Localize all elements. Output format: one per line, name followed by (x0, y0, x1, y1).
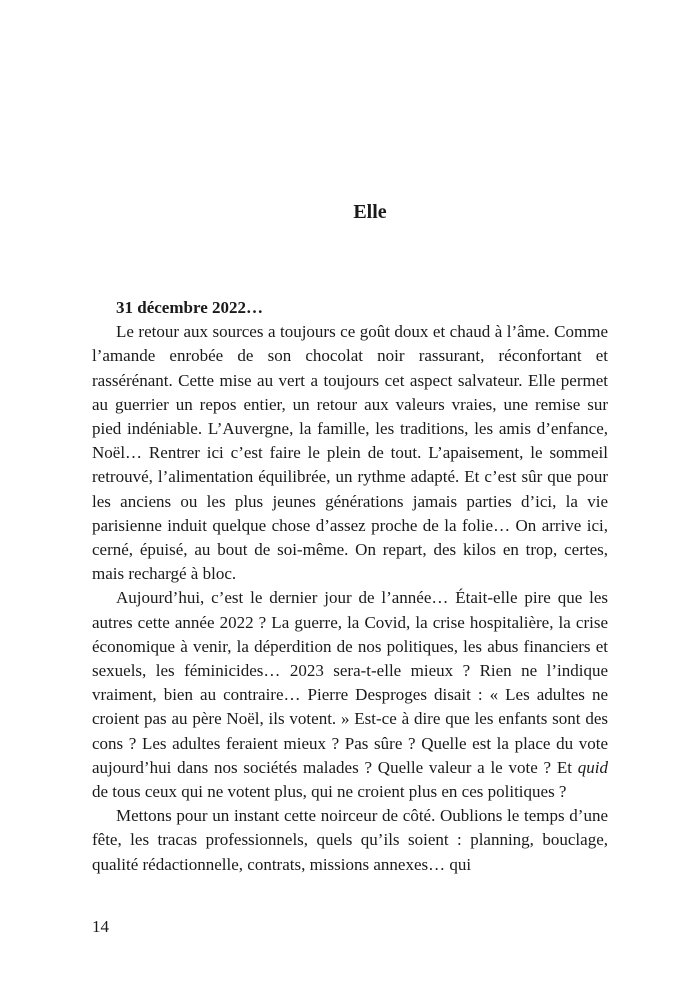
body-text (92, 296, 608, 877)
paragraph-2-text-end: de tous ceux qui ne votent plus, qui ne croient plus en ces politiques ? (92, 782, 567, 802)
paragraph-1-text: Le retour aux sources a toujours ce goût doux et chaud à l’âme. Comme l’amande enrobée de son chocolat noir rassurant, réconfortant et rassérénant. Cette mise au vert a toujours cet aspect salvateur. Elle permet au guerrier un repos entier, un retour aux valeurs vraies, une remise sur pied indéniable. L’Auvergne, la famille, les traditions, les amis d’enfance, Noël… Rentrer ici c’est faire le plein de tout. L’apaisement, le sommeil retrouvé, l’alimentation équilibrée, un rythme adapté. Et c’est sûr que pour les anciens ou les plus jeunes générations jamais parties d’ici, la vie parisienne induit quelque chose d’assez proche de la folie… On arrive ici, cerné, épuisé, au bout de soi-même. On repart, des kilos en trop, certes, mais rechargé à bloc. (92, 322, 608, 584)
paragraph-2 (92, 586, 608, 804)
paragraph-3-text: Mettons pour un instant cette noirceur de côté. Oublions le temps d’une fête, les tracas professionnels, quels qu’ils soient : planning, bouclage, qualité rédactionnelle, contrats, missions annexes… qui (92, 806, 608, 874)
paragraph-3 (92, 804, 608, 877)
page-number: 14 (92, 917, 109, 936)
chapter-title: Elle (353, 201, 387, 223)
paragraph-2-text-start: Aujourd’hui, c’est le dernier jour de l’année… Était-elle pire que les autres cette année 2022 ? La guerre, la Covid, la crise hospitalière, la crise économique à venir, la déperdition de nos politiques, les abus financiers et sexuels, les féminicides… 2023 sera-t-elle mieux ? Rien ne l’indique vraiment, bien au contraire… Pierre Desproges disait : « Les adultes ne croient pas au père Noël, ils votent. » Est-ce à dire que les enfants sont des cons ? Les adultes feraient mieux ? Pas sûre ? Quelle est la place du vote aujourd’hui dans nos sociétés malades ? Quelle valeur a le vote ? Et (92, 588, 608, 777)
paragraph-1 (92, 320, 608, 586)
entry-date: 31 décembre 2022… (116, 298, 263, 317)
paragraph-2-italic-word: quid (577, 757, 608, 777)
